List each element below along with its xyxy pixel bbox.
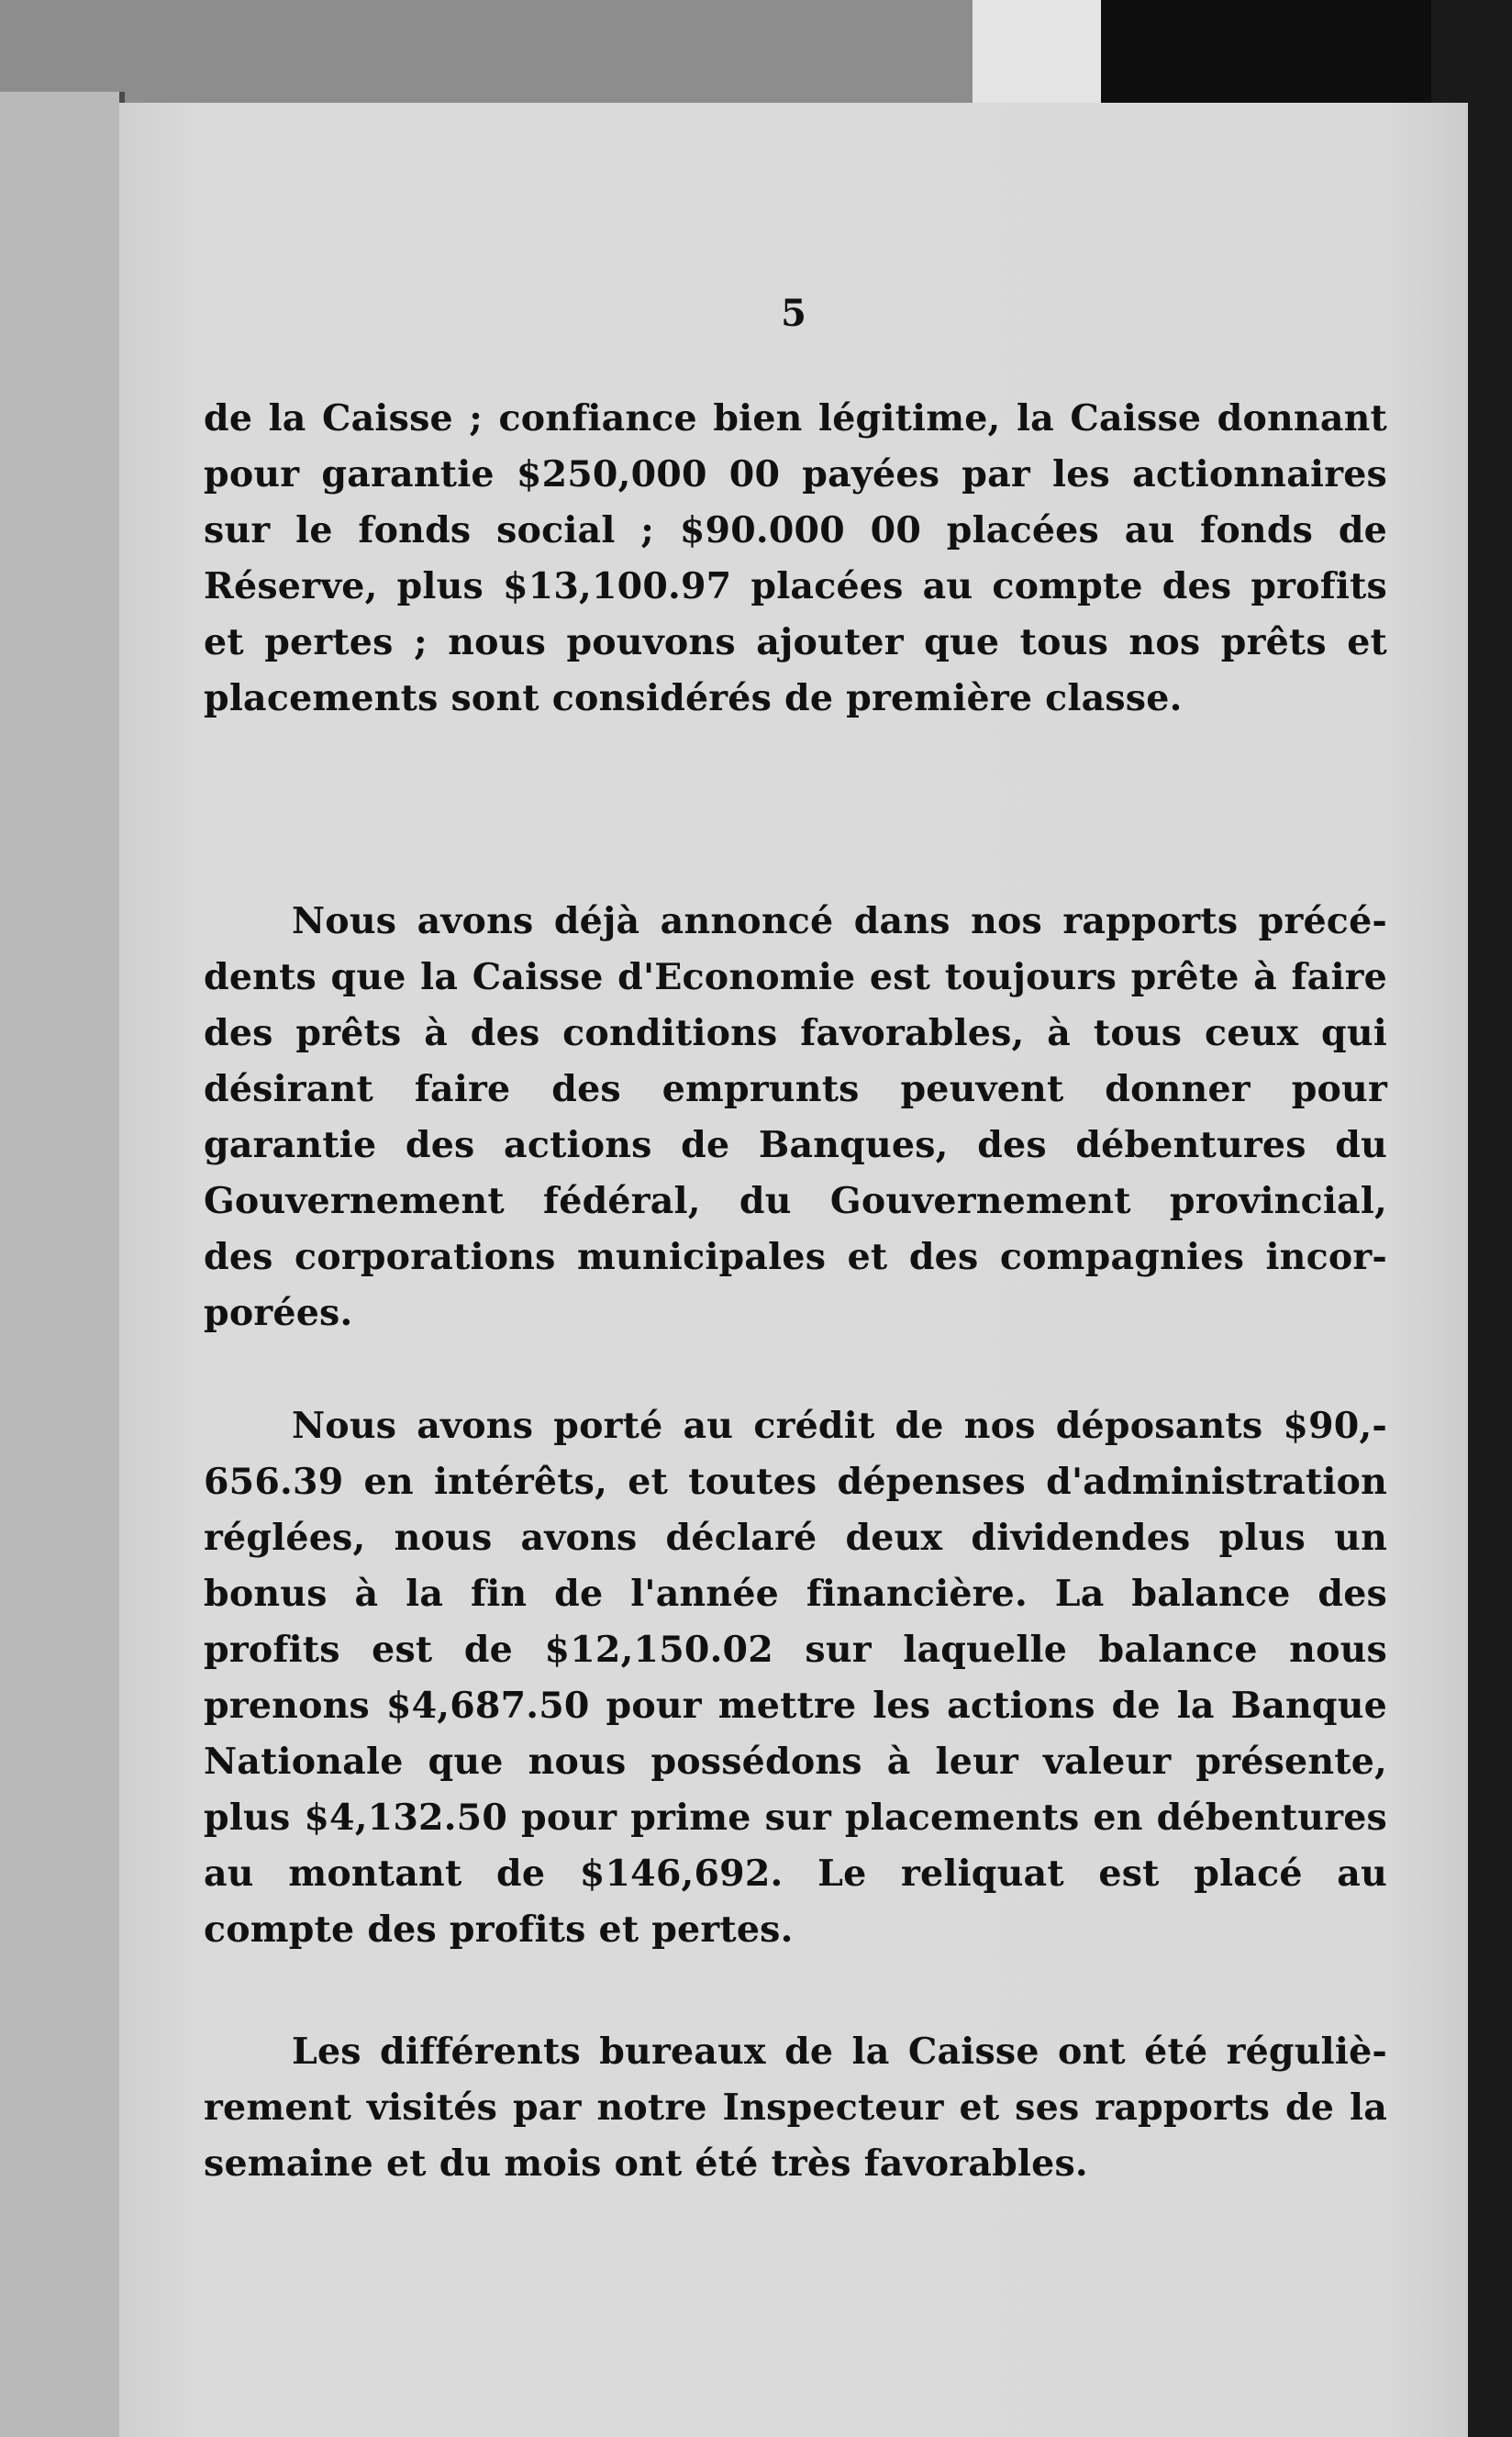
text-line: bonus à la fin de l'année financière. La balance des xyxy=(204,1573,1387,1615)
text-line: profits est de $12,150.02 sur laquelle balance nous xyxy=(204,1629,1387,1671)
book-binding-edge xyxy=(0,92,125,2437)
text-line: des corporations municipales et des compagnies incor- xyxy=(204,1236,1387,1278)
text-line: dents que la Caisse d'Economie est toujours prête à faire xyxy=(204,956,1387,998)
text-line: réglées, nous avons déclaré deux dividendes plus un xyxy=(204,1517,1387,1559)
paragraph-4 xyxy=(204,2024,1387,2192)
text-line: garantie des actions de Banques, des débentures du xyxy=(204,1124,1387,1166)
text-line: sur le fonds social ; $90.000 00 placées au fonds de xyxy=(204,509,1387,551)
text-line: Nous avons porté au crédit de nos déposants $90,- xyxy=(292,1405,1387,1447)
text-line: semaine et du mois ont été très favorables. xyxy=(204,2142,1088,2185)
book-board-top xyxy=(0,0,1064,110)
text-line: 656.39 en intérêts, et toutes dépenses d'administration xyxy=(204,1461,1387,1503)
text-line: Gouvernement fédéral, du Gouvernement provincial, xyxy=(204,1180,1387,1222)
document-page xyxy=(119,103,1468,2437)
page-number: 5 xyxy=(781,292,806,335)
text-line: Les différents bureaux de la Caisse ont été réguliè- xyxy=(292,2031,1387,2073)
book-board-top-light xyxy=(973,0,1101,119)
text-line: pour garantie $250,000 00 payées par les actionnaires xyxy=(204,453,1387,495)
text-line: plus $4,132.50 pour prime sur placements en débentures xyxy=(204,1797,1387,1839)
text-line: rement visités par notre Inspecteur et ses rapports de la xyxy=(204,2086,1387,2129)
text-line: des prêts à des conditions favorables, à tous ceux qui xyxy=(204,1012,1387,1054)
text-line: prenons $4,687.50 pour mettre les actions de la Banque xyxy=(204,1685,1387,1727)
paragraph-3 xyxy=(204,1398,1387,1958)
text-line: Réserve, plus $13,100.97 placées au compte des profits xyxy=(204,565,1387,607)
text-line: au montant de $146,692. Le reliquat est placé au xyxy=(204,1853,1387,1895)
text-line: compte des profits et pertes. xyxy=(204,1908,794,1951)
text-line: de la Caisse ; confiance bien légitime, la Caisse donnant xyxy=(204,397,1387,440)
text-line: désirant faire des emprunts peuvent donner pour xyxy=(204,1068,1387,1110)
text-line: Nous avons déjà annoncé dans nos rapports précé- xyxy=(292,900,1387,942)
text-line: porées. xyxy=(204,1292,353,1334)
paragraph-2 xyxy=(204,894,1387,1341)
text-line: Nationale que nous possédons à leur valeur présente, xyxy=(204,1741,1387,1783)
text-line: placements sont considérés de première classe. xyxy=(204,677,1183,719)
text-line: et pertes ; nous pouvons ajouter que tous nos prêts et xyxy=(204,621,1387,663)
paragraph-1 xyxy=(204,391,1387,727)
